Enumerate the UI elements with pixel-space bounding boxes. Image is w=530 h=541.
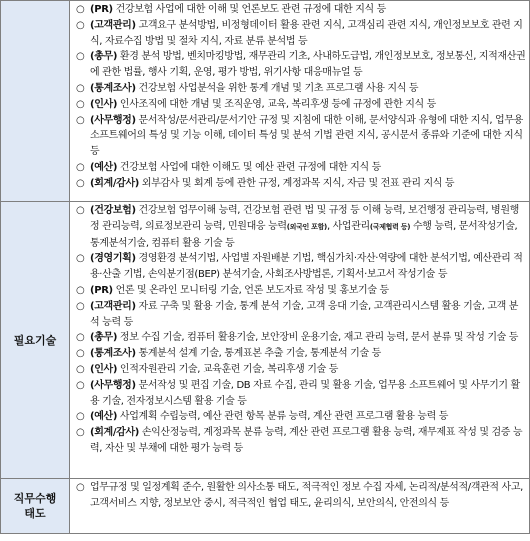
item-text xyxy=(90,113,526,160)
bullet-circle-icon: ○ xyxy=(76,300,85,312)
item-text xyxy=(90,251,526,283)
item-text xyxy=(90,283,526,299)
item-text xyxy=(90,160,526,176)
bullet-circle-icon: ○ xyxy=(76,427,85,439)
item-text xyxy=(90,18,526,50)
item-text xyxy=(90,299,526,331)
bullet-circle-icon: ○ xyxy=(76,114,85,126)
list-item xyxy=(76,425,526,457)
item-description: 언론 및 온라인 모니터링 기술, 언론 보도자료 작성 및 홍보기술 등 xyxy=(112,284,389,296)
list-item xyxy=(76,203,526,251)
item-text xyxy=(90,378,526,410)
item-category: (고객관리) xyxy=(90,300,136,312)
list-item xyxy=(76,97,526,113)
bullet-circle-icon: ○ xyxy=(76,82,85,94)
skills-label: 필요기술 xyxy=(1,202,70,479)
item-description: , 사업관리 xyxy=(326,220,370,232)
attitude-list xyxy=(76,480,526,512)
list-item xyxy=(76,346,526,362)
list-item xyxy=(76,330,526,346)
item-text xyxy=(90,49,526,81)
list-item xyxy=(76,299,526,331)
bullet-circle-icon: ○ xyxy=(76,19,85,31)
item-description: 인적자원관리 기술, 교육훈련 기술, 복리후생 기술 등 xyxy=(117,363,339,375)
item-text xyxy=(90,330,526,346)
bullet-circle-icon: ○ xyxy=(76,253,85,265)
bullet-circle-icon: ○ xyxy=(76,51,85,63)
item-category: (총무) xyxy=(90,51,118,63)
list-item xyxy=(76,2,526,18)
item-category: (총무) xyxy=(90,332,118,344)
list-item xyxy=(76,251,526,283)
item-text xyxy=(90,409,526,425)
item-category: (사무행정) xyxy=(90,114,136,126)
bullet-circle-icon: ○ xyxy=(76,284,85,296)
item-description: 인사조직에 대한 개념 및 조직운영, 교육, 복리후생 등에 규정에 관한 지식 등 xyxy=(117,98,436,110)
item-note: (국제협력 등) xyxy=(369,222,411,231)
item-category: (통계조사) xyxy=(90,348,136,360)
item-category: (사무행정) xyxy=(90,379,136,391)
item-category: (고객관리) xyxy=(90,19,136,31)
bullet-circle-icon: ○ xyxy=(76,348,85,360)
item-description: 건강보험 사업분석을 위한 통계 개념 및 기초 프로그램 사용 지식 등 xyxy=(135,82,419,94)
skills-row xyxy=(1,202,530,479)
bullet-circle-icon: ○ xyxy=(76,161,85,173)
item-description: 사업계획 수립능력, 예산 관련 항목 분류 능력, 계산 관련 프로그램 활용 능력 등 xyxy=(117,411,449,423)
bullet-circle-icon: ○ xyxy=(76,379,85,391)
skills-list xyxy=(76,203,526,457)
item-note: (외국인 포함) xyxy=(286,222,327,231)
item-category: (인사) xyxy=(90,363,118,375)
bullet-circle-icon: ○ xyxy=(76,177,85,189)
list-item xyxy=(76,409,526,425)
item-text xyxy=(90,362,526,378)
item-text xyxy=(90,346,526,362)
skills-content xyxy=(70,202,530,479)
knowledge-row xyxy=(1,1,530,202)
item-description: 수행 능력, 문서작성기술, 통계분석기술, 컴퓨터 활용 기술 등 xyxy=(90,220,518,249)
item-category: (통계조사) xyxy=(90,82,136,94)
attitude-label xyxy=(1,479,70,534)
item-text xyxy=(90,203,526,251)
list-item xyxy=(76,378,526,410)
item-category: (PR) xyxy=(90,4,113,15)
list-item xyxy=(76,49,526,81)
attitude-row xyxy=(1,479,530,534)
bullet-circle-icon: ○ xyxy=(76,363,85,375)
item-category: (인사) xyxy=(90,98,118,110)
item-text xyxy=(90,97,526,113)
knowledge-list xyxy=(76,2,526,192)
item-category: (PR) xyxy=(90,284,113,296)
item-description: 문서작성/문서관리/문서기안 규정 및 지침에 대한 이해, 문서양식과 유형에 대한 지식, 업무용 소프트웨어의 특성 및 기능 이해, 데이터 특성 및 분석 기법 관련 지식, 공시문서 종류와 기준에 대한 지식 등 xyxy=(90,114,523,158)
item-text xyxy=(90,81,526,97)
item-description: 건강보험 업무이해 능력, 건강보험 관련 법 및 규정 등 이해 능력, 보건행정 관리능력, 병원행정 관리능력, 의료정보관리 능력, 민원대응 능력 xyxy=(90,205,519,232)
list-item xyxy=(76,160,526,176)
item-description: 건강보험 사업에 대한 이해도 및 예산 관련 규정에 대한 지식 등 xyxy=(117,161,381,173)
list-item xyxy=(76,480,526,512)
list-item xyxy=(76,283,526,299)
bullet-circle-icon: ○ xyxy=(76,98,85,110)
item-description: 통계분석 설계 기술, 통계표본 추출 기술, 통계분석 기술 등 xyxy=(135,348,381,360)
item-description: 업무규정 및 일정계획 준수, 원활한 의사소통 태도, 적극적인 정보 수집 자세, 논리적/분석적/객관적 사고, 고객서비스 지향, 정보보안 중시, 적극적인 협업 태도, 윤리의식, 보안의식, 안전의식 등 xyxy=(90,482,524,509)
item-category: (회계/감사) xyxy=(90,427,139,439)
item-description: 정보 수집 기술, 컴퓨터 활용기술, 보안장비 운용기술, 재고 관리 능력, 문서 분류 및 작성 기술 등 xyxy=(117,332,519,344)
attitude-label-line2: 태도 xyxy=(24,507,46,520)
bullet-circle-icon: ○ xyxy=(76,332,85,344)
attitude-content xyxy=(70,479,530,534)
bullet-circle-icon: ○ xyxy=(76,205,85,216)
item-description: 문서작성 및 편집 기술, DB 자료 수집, 관리 및 활용 기술, 업무용 소프트웨어 및 사무기기 활용 기술, 전자정보시스템 활용 기술 등 xyxy=(90,379,520,407)
knowledge-label xyxy=(1,1,70,202)
item-description: 자료 구축 및 활용 기술, 통계 분석 기술, 고객 응대 기술, 고객관리시스템 활용 기술, 고객 분석 능력 등 xyxy=(90,300,519,328)
item-category: (예산) xyxy=(90,161,118,173)
item-text xyxy=(90,480,526,512)
item-description: 외부감사 및 회계 등에 관한 규정, 계정과목 지식, 자금 및 전표 관리 지식 등 xyxy=(138,177,455,189)
item-text xyxy=(90,176,526,192)
item-description: 경영환경 분석기법, 사업별 자원배분 기법, 핵심가치·자산·역량에 대한 분석기법, 예산관리 적용·산출 기법, 손익분기점(BEP) 분석기술, 사회조사방법론, 기획서·보고서 작성기술 등 xyxy=(90,253,523,281)
item-description: 고객요구 분석방법, 비정형데이터 활용 관련 지식, 고객심리 관련 지식, 개인정보보호 관련 지식, 자료수집 방법 및 절차 지식, 자료 분류 분석법 등 xyxy=(90,19,523,47)
list-item xyxy=(76,81,526,97)
bullet-circle-icon: ○ xyxy=(76,4,85,15)
list-item xyxy=(76,362,526,378)
item-category: (건강보험) xyxy=(90,205,136,216)
item-description: 손익산정능력, 계정과목 분류 능력, 계산 관련 프로그램 활용 능력, 재무제표 작성 및 검증 능력, 자산 및 부채에 대한 평가 능력 등 xyxy=(90,427,523,454)
item-description: 건강보험 사업에 대한 이해 및 언론보도 관련 규정에 대한 지식 등 xyxy=(112,4,386,15)
list-item xyxy=(76,176,526,192)
item-text xyxy=(90,425,526,457)
item-text xyxy=(90,2,526,18)
item-description: 환경 분석 방법, 벤치마킹방법, 재무관리 기초, 사내하도급법, 개인정보보호, 정보통신, 지적재산권에 관한 법률, 행사 기획, 운영, 평가 방법, 위기사항 대응매뉴얼 등 xyxy=(90,51,526,79)
attitude-label-line1: 직무수행 xyxy=(13,492,57,505)
bullet-circle-icon: ○ xyxy=(76,411,85,423)
list-item xyxy=(76,113,526,160)
item-category: (회계/감사) xyxy=(90,177,139,189)
item-category: (경영기획) xyxy=(90,253,136,265)
bullet-circle-icon: ○ xyxy=(76,482,85,493)
list-item xyxy=(76,18,526,50)
item-category: (예산) xyxy=(90,411,118,423)
knowledge-content xyxy=(70,1,530,202)
